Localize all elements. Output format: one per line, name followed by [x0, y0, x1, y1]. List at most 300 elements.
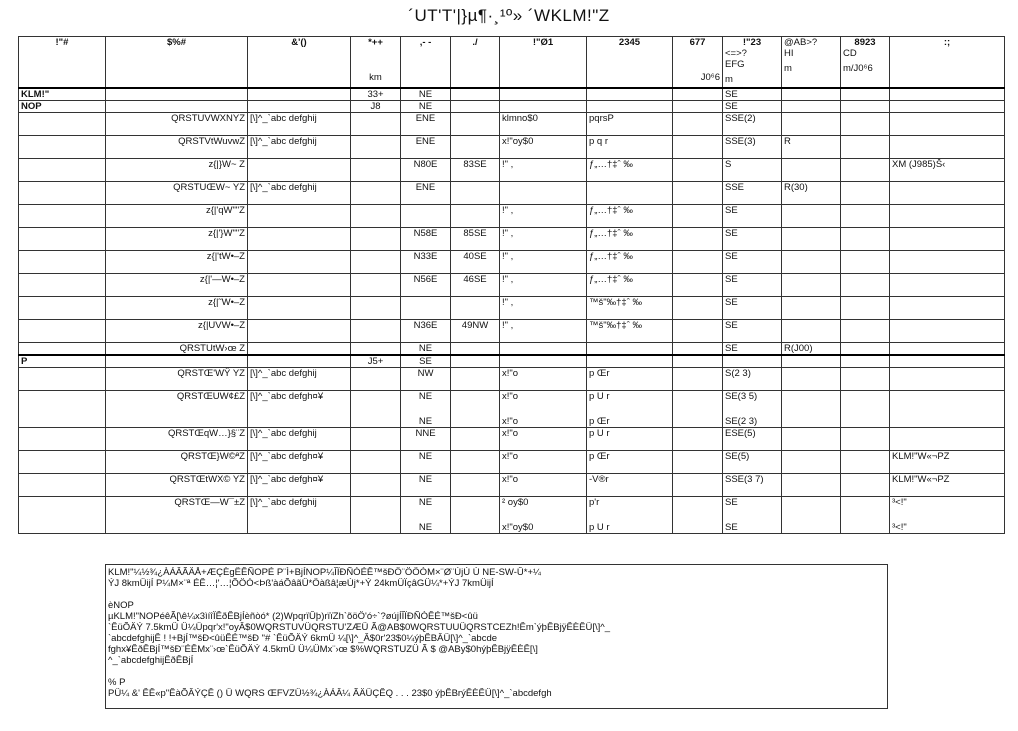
cell-col-10: S(2 3) [723, 368, 782, 391]
cell-col-5: ENE [401, 113, 451, 136]
cell-col-6 [451, 451, 500, 474]
cell-col-3: [\]^_`abc defghij [248, 428, 351, 451]
column-header-5 [401, 37, 451, 89]
cell-col-6 [451, 297, 500, 320]
column-header-7 [500, 37, 587, 89]
cell-col-13 [890, 88, 1005, 101]
column-header-10 [723, 37, 782, 89]
column-unit: J0⁶6 [700, 72, 720, 83]
cell-col-6: 83SE [451, 159, 500, 182]
column-header-label: $%# [166, 37, 186, 48]
column-header-3 [248, 37, 351, 89]
cell-col-9 [673, 474, 723, 497]
column-header-label: !"23 [742, 37, 762, 48]
cell-line: ² oy$0 [502, 497, 529, 508]
notes-line: PÜ¼ &' ÊÊ«p"ÊàÕÂÝÇÊ () Ü WQRS ŒFVZÜ½¾¿ÀÁÂ¼ ÃÄÜÇÊQ . . . 23$0 ýþÊBrýÊÈÊÜ[\]^_`abcdefgh [108, 688, 552, 699]
cell-col-4 [351, 159, 401, 182]
column-header-11 [782, 37, 841, 89]
cell-col-9 [673, 368, 723, 391]
cell-col-10: SSE(3 7) [723, 474, 782, 497]
cell-col-5 [401, 297, 451, 320]
cell-col-13 [890, 391, 1005, 428]
cell-col-5: SE [401, 355, 451, 368]
cell-col-10: S [723, 159, 782, 182]
cell-col-5: ENE [401, 182, 451, 205]
cell-col-8 [587, 355, 673, 368]
cell-col-7: !" , [500, 205, 587, 228]
cell-col-8 [587, 88, 673, 101]
cell-col-11 [782, 159, 841, 182]
cell-col-8: pqrsP [587, 113, 673, 136]
cell-col-5: NE [401, 474, 451, 497]
cell-col-7 [500, 391, 587, 428]
cell-col-12 [841, 113, 890, 136]
column-header-sub: CD [843, 48, 857, 59]
cell-col-10: SSE [723, 182, 782, 205]
cell-col-7: !" , [500, 274, 587, 297]
column-header-label: ,- - [419, 37, 432, 48]
cell-col-2: QRSTUtW›œ Z [106, 343, 248, 356]
cell-col-13 [890, 228, 1005, 251]
cell-col-3 [248, 355, 351, 368]
cell-col-5: NE [401, 451, 451, 474]
table-row [19, 297, 1005, 320]
cell-col-11 [782, 274, 841, 297]
cell-col-5: NNE [401, 428, 451, 451]
cell-col-12 [841, 205, 890, 228]
cell-col-11 [782, 88, 841, 101]
cell-col-5 [401, 205, 451, 228]
cell-col-2 [106, 88, 248, 101]
cell-col-3 [248, 159, 351, 182]
cell-col-6 [451, 474, 500, 497]
cell-col-5: NE [401, 343, 451, 356]
cell-col-10: SE [723, 101, 782, 113]
cell-col-6 [451, 182, 500, 205]
data-table [18, 36, 1005, 534]
cell-col-1 [19, 274, 106, 297]
table-row [19, 101, 1005, 113]
table-row [19, 205, 1005, 228]
cell-col-4 [351, 182, 401, 205]
cell-col-3: [\]^_`abc defghij [248, 182, 351, 205]
cell-col-2: QRSTŒ'WŸ YZ [106, 368, 248, 391]
cell-col-10 [723, 391, 782, 428]
column-unit: m [784, 63, 792, 74]
cell-col-4 [351, 391, 401, 428]
cell-col-3: [\]^_`abc defghij [248, 113, 351, 136]
table-body [19, 88, 1005, 534]
cell-col-12 [841, 251, 890, 274]
cell-col-1: KLM!" [19, 88, 106, 101]
cell-col-4 [351, 228, 401, 251]
notes-line: % P [108, 677, 126, 688]
cell-col-12 [841, 474, 890, 497]
cell-col-1 [19, 251, 106, 274]
cell-col-12 [841, 101, 890, 113]
cell-col-6 [451, 368, 500, 391]
cell-line: SE [725, 497, 738, 508]
cell-col-9 [673, 451, 723, 474]
cell-line: SE [725, 522, 738, 533]
cell-col-12 [841, 136, 890, 159]
cell-col-10: ESE(5) [723, 428, 782, 451]
cell-col-9 [673, 343, 723, 356]
cell-col-4: J8 [351, 101, 401, 113]
cell-col-3 [248, 205, 351, 228]
notes-line [108, 666, 885, 677]
column-header-label: :; [943, 37, 951, 48]
cell-col-6: 46SE [451, 274, 500, 297]
cell-col-3 [248, 228, 351, 251]
cell-col-11: R [782, 136, 841, 159]
cell-line: x!"o [502, 416, 519, 427]
cell-col-7: klmno$0 [500, 113, 587, 136]
cell-col-2: QRSTUVWXNYZ [106, 113, 248, 136]
column-header-label: !"Ø1 [532, 37, 554, 48]
cell-col-4 [351, 451, 401, 474]
cell-col-10: SE [723, 297, 782, 320]
cell-col-6 [451, 497, 500, 534]
cell-line: ³<!" [892, 522, 907, 533]
cell-col-12 [841, 182, 890, 205]
table-row [19, 88, 1005, 101]
cell-col-13: KLM!"W«¬PZ [890, 474, 1005, 497]
column-header-sub: HI [784, 48, 794, 59]
cell-col-7 [500, 101, 587, 113]
cell-col-13 [890, 274, 1005, 297]
cell-col-13 [890, 251, 1005, 274]
cell-col-5: N33E [401, 251, 451, 274]
cell-col-2: z{|'tW•–Z [106, 251, 248, 274]
cell-col-9 [673, 101, 723, 113]
cell-col-1 [19, 136, 106, 159]
cell-col-9 [673, 159, 723, 182]
cell-col-7: !" , [500, 228, 587, 251]
cell-col-3 [248, 251, 351, 274]
cell-col-1: P [19, 355, 106, 368]
cell-col-11 [782, 228, 841, 251]
cell-col-12 [841, 355, 890, 368]
cell-col-13 [890, 343, 1005, 356]
cell-col-5: N80E [401, 159, 451, 182]
cell-col-8: ™š"‰†‡ˆ ‰ [587, 297, 673, 320]
notes-box [105, 564, 888, 709]
column-header-4 [351, 37, 401, 89]
cell-col-2: z{|˜W•–Z [106, 297, 248, 320]
cell-line: SE(3 5) [725, 391, 758, 402]
cell-col-4: J5+ [351, 355, 401, 368]
column-header-label: &'() [291, 37, 307, 48]
cell-col-13 [890, 368, 1005, 391]
cell-col-8: p Œr [587, 368, 673, 391]
cell-line: p U r [589, 391, 610, 402]
table-row [19, 355, 1005, 368]
table-header [19, 37, 1005, 89]
cell-col-7 [500, 497, 587, 534]
cell-col-8: ƒ„…†‡ˆ ‰ [587, 159, 673, 182]
cell-col-2: z{|'}W""Z [106, 228, 248, 251]
notes-line: `ÊüÕÄÝ 7.5kmÜ Ü¼Üpqr'x!"oyÂ$0WQRSTUVÜQRSTU'ZÆÜ Ã@AB$0WQRSTUUÜQRSTCEZh!Êm`ýþÊBjÿÊÈÊÜ[\]^_ [108, 622, 611, 633]
cell-col-6 [451, 343, 500, 356]
cell-col-11 [782, 355, 841, 368]
cell-col-10: SE(5) [723, 451, 782, 474]
cell-col-2: z{|}W~ Z [106, 159, 248, 182]
cell-col-13 [890, 497, 1005, 534]
cell-col-8 [587, 182, 673, 205]
cell-col-13 [890, 113, 1005, 136]
cell-col-7: x!"o [500, 451, 587, 474]
cell-line: NE [418, 416, 433, 427]
cell-col-11 [782, 320, 841, 343]
cell-col-6 [451, 391, 500, 428]
column-unit: m [725, 74, 733, 85]
notes-line: µKLM!"NOPéêÃ[\ê¼x3ìíîÏÊðÊBjÍèñòó* (2)WpqrïÛþ)rïïZh`õöÖ'ó÷`?øújÍÎÏÐÑÒÊÉ™šÐ<ûü [108, 611, 478, 622]
table-row [19, 474, 1005, 497]
cell-col-12 [841, 391, 890, 428]
cell-col-5: N56E [401, 274, 451, 297]
cell-col-6 [451, 428, 500, 451]
cell-col-10: SE [723, 274, 782, 297]
cell-col-9 [673, 136, 723, 159]
cell-col-8: ƒ„…†‡ˆ ‰ [587, 274, 673, 297]
cell-col-1 [19, 228, 106, 251]
cell-line: ³<!" [892, 497, 907, 508]
cell-col-1 [19, 428, 106, 451]
cell-col-9 [673, 497, 723, 534]
cell-col-7: x!"o [500, 474, 587, 497]
cell-col-7: !" , [500, 297, 587, 320]
cell-col-1 [19, 297, 106, 320]
cell-col-13 [890, 136, 1005, 159]
cell-col-3: [\]^_`abc defgh¤¥ [248, 391, 351, 428]
table-row [19, 182, 1005, 205]
cell-line: p'r [589, 497, 600, 508]
cell-col-11 [782, 368, 841, 391]
cell-col-6 [451, 355, 500, 368]
cell-col-8: p U r [587, 428, 673, 451]
cell-col-9 [673, 113, 723, 136]
cell-col-7 [500, 355, 587, 368]
cell-col-4 [351, 136, 401, 159]
cell-col-11 [782, 391, 841, 428]
cell-col-1 [19, 474, 106, 497]
cell-col-13: XM (J985)Š‹ [890, 159, 1005, 182]
cell-col-3: [\]^_`abc defghij [248, 136, 351, 159]
cell-col-10 [723, 355, 782, 368]
table-row [19, 159, 1005, 182]
column-header-sub: <=>? [725, 48, 747, 59]
cell-col-3: [\]^_`abc defghij [248, 497, 351, 534]
cell-col-1 [19, 320, 106, 343]
cell-col-8: -V®r [587, 474, 673, 497]
cell-col-6 [451, 88, 500, 101]
cell-col-7: !" , [500, 320, 587, 343]
table-row [19, 391, 1005, 428]
cell-col-4 [351, 368, 401, 391]
cell-line: p U r [589, 522, 610, 533]
table-row [19, 113, 1005, 136]
notes-line: ^_`abcdefghijÊðÊBjÍ [108, 655, 194, 666]
cell-col-1 [19, 368, 106, 391]
cell-col-3 [248, 297, 351, 320]
cell-col-5: N36E [401, 320, 451, 343]
cell-col-8: ™š"‰†‡ˆ ‰ [587, 320, 673, 343]
cell-col-11 [782, 251, 841, 274]
column-header-label: ./ [472, 37, 478, 48]
cell-col-9 [673, 251, 723, 274]
cell-col-5 [401, 497, 451, 534]
cell-col-7 [500, 88, 587, 101]
cell-col-3: [\]^_`abc defghij [248, 368, 351, 391]
cell-col-5: NW [401, 368, 451, 391]
column-header-label: *++ [368, 37, 383, 48]
cell-col-11 [782, 113, 841, 136]
cell-col-12 [841, 88, 890, 101]
cell-col-4 [351, 343, 401, 356]
column-header-13 [890, 37, 1005, 89]
cell-col-3 [248, 320, 351, 343]
cell-col-9 [673, 274, 723, 297]
cell-col-2: z{|'—W•–Z [106, 274, 248, 297]
column-header-label: 2345 [618, 37, 641, 48]
table-row [19, 368, 1005, 391]
cell-col-13 [890, 182, 1005, 205]
cell-col-10: SSE(2) [723, 113, 782, 136]
cell-col-4 [351, 297, 401, 320]
cell-col-1 [19, 113, 106, 136]
cell-col-2: z{|'qW""Z [106, 205, 248, 228]
cell-col-7: x!"o [500, 368, 587, 391]
cell-col-3 [248, 101, 351, 113]
table-row [19, 274, 1005, 297]
cell-col-6 [451, 113, 500, 136]
cell-col-9 [673, 355, 723, 368]
cell-col-2: QRSTŒ}W©ªZ [106, 451, 248, 474]
cell-col-10: SE [723, 88, 782, 101]
cell-col-4 [351, 320, 401, 343]
cell-col-6 [451, 205, 500, 228]
cell-col-11: R(J00) [782, 343, 841, 356]
cell-col-7 [500, 343, 587, 356]
cell-col-2 [106, 355, 248, 368]
cell-col-3 [248, 88, 351, 101]
notes-line: èNOP [108, 600, 134, 611]
cell-col-12 [841, 274, 890, 297]
cell-col-12 [841, 368, 890, 391]
cell-col-3: [\]^_`abc defgh¤¥ [248, 474, 351, 497]
cell-col-8: p q r [587, 136, 673, 159]
cell-col-10: SSE(3) [723, 136, 782, 159]
cell-col-7: x!"oy$0 [500, 136, 587, 159]
cell-col-3 [248, 343, 351, 356]
cell-col-9 [673, 228, 723, 251]
cell-col-1: NOP [19, 101, 106, 113]
cell-col-1 [19, 159, 106, 182]
cell-line: NE [418, 522, 433, 533]
cell-col-8 [587, 497, 673, 534]
cell-col-11: R(30) [782, 182, 841, 205]
cell-col-9 [673, 320, 723, 343]
cell-col-12 [841, 320, 890, 343]
cell-col-9 [673, 428, 723, 451]
table-row [19, 136, 1005, 159]
cell-col-5 [401, 391, 451, 428]
cell-col-12 [841, 497, 890, 534]
cell-col-7: !" , [500, 251, 587, 274]
cell-col-6 [451, 101, 500, 113]
cell-col-11 [782, 205, 841, 228]
cell-col-8: ƒ„…†‡ˆ ‰ [587, 251, 673, 274]
cell-col-11 [782, 497, 841, 534]
cell-col-2: QRSTŒ—W¯±Z [106, 497, 248, 534]
cell-col-9 [673, 88, 723, 101]
cell-col-6 [451, 136, 500, 159]
cell-col-2: QRSTŒtWX© YZ [106, 474, 248, 497]
cell-col-5: N58E [401, 228, 451, 251]
cell-col-13: KLM!"W«¬PZ [890, 451, 1005, 474]
column-header-9 [673, 37, 723, 89]
cell-col-11 [782, 297, 841, 320]
cell-col-8: ƒ„…†‡ˆ ‰ [587, 228, 673, 251]
cell-col-4: 33+ [351, 88, 401, 101]
cell-col-5: NE [401, 101, 451, 113]
cell-col-1 [19, 205, 106, 228]
cell-col-2: QRSTUŒW~ YZ [106, 182, 248, 205]
cell-col-12 [841, 428, 890, 451]
cell-col-9 [673, 391, 723, 428]
cell-col-7: x!"o [500, 428, 587, 451]
cell-col-6: 85SE [451, 228, 500, 251]
cell-col-2: QRSTŒqW…}§¨Z [106, 428, 248, 451]
cell-col-8 [587, 391, 673, 428]
cell-col-8 [587, 343, 673, 356]
cell-col-10: SE [723, 320, 782, 343]
cell-col-1 [19, 343, 106, 356]
document-title: ´UT'T'|}µ¶·¸¹º» ´WKLM!"Z [408, 6, 610, 25]
cell-col-8: ƒ„…†‡ˆ ‰ [587, 205, 673, 228]
column-header-1 [19, 37, 106, 89]
notes-line: KLM!"¼½¾¿ÀÁÂÃÄÅ+ÆÇÈgËÊÑOPÉ P¨Ì+BjÍNOP¼ÎÏÐÑÒÉÊ™šÐÖ¨ÖÖÓM×¨Ø¨ÙjÚ Ú NE-SW-Û*+¼ [108, 567, 541, 578]
cell-col-4 [351, 274, 401, 297]
cell-col-8: p Œr [587, 451, 673, 474]
table-row [19, 320, 1005, 343]
cell-col-10: SE [723, 205, 782, 228]
cell-col-11 [782, 474, 841, 497]
cell-col-13 [890, 428, 1005, 451]
table-row [19, 451, 1005, 474]
cell-col-12 [841, 159, 890, 182]
cell-col-9 [673, 182, 723, 205]
cell-col-7 [500, 182, 587, 205]
cell-col-12 [841, 228, 890, 251]
cell-col-4 [351, 474, 401, 497]
cell-col-4 [351, 428, 401, 451]
cell-col-10: SE [723, 228, 782, 251]
table-row [19, 497, 1005, 534]
table-row [19, 228, 1005, 251]
cell-col-1 [19, 497, 106, 534]
cell-col-4 [351, 251, 401, 274]
cell-col-1 [19, 451, 106, 474]
table-row [19, 343, 1005, 356]
cell-col-6: 49NW [451, 320, 500, 343]
column-header-sub: EFG [725, 59, 745, 70]
cell-col-11 [782, 428, 841, 451]
notes-line: ÝJ 8kmÜijÍ P¼M×¨ª ÉÊ…¦'…¦ÕÖÒ<Þß'àáÕâãÜ*Öàßâ¦æÙj*+Ý 24kmÜÏçâGÜ¼*+ÝJ 7kmÜijÍ [108, 578, 494, 589]
notes-line: fghx¥ÊðÊBjÍ™šÐ¨ÉÊMx¨›œ`ÊüÕÄÝ 4.5kmÜ Ü¼ÜMx¨›œ $%WQRSTUZÜ Ã $ @ABy$0hýþÊBjÿÊÈÊ[\] [108, 644, 538, 655]
cell-col-9 [673, 297, 723, 320]
